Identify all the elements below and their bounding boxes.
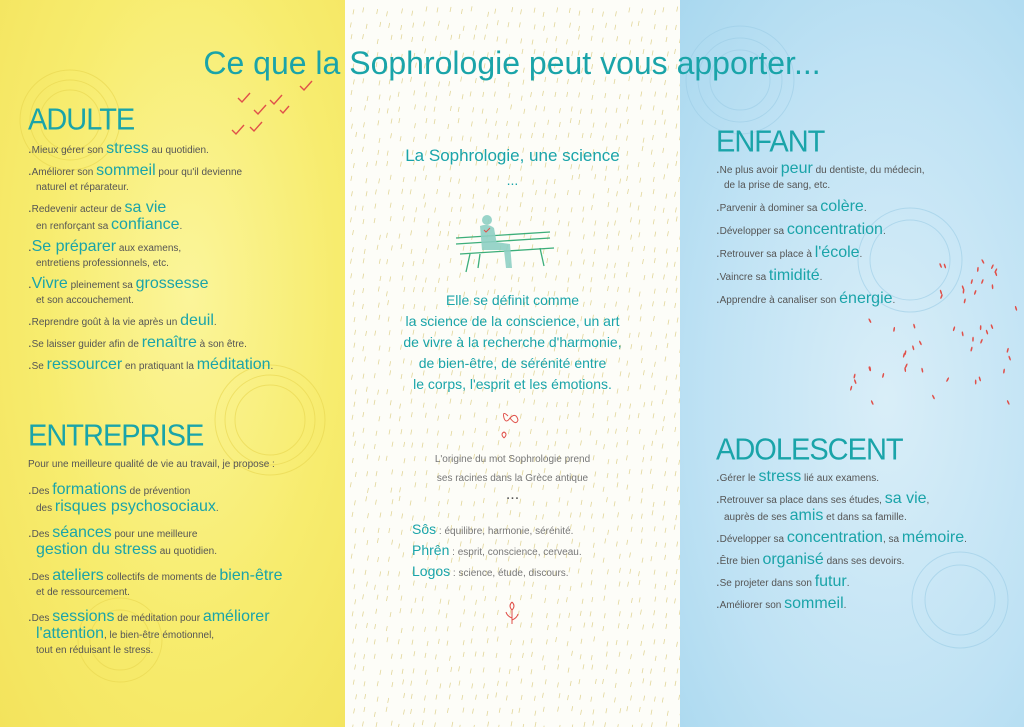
item-text: Mieux gérer son: [31, 145, 107, 156]
item-keyword: confiance: [111, 216, 180, 233]
list-item: [716, 245, 1016, 262]
list-item: [28, 313, 338, 330]
teen-list: [716, 469, 1021, 613]
item-text: et dans sa famille.: [823, 512, 907, 523]
item-text: .: [859, 249, 863, 260]
bullet-dot: .: [28, 141, 32, 156]
item-second-line: [28, 585, 343, 600]
enterprise-intro: Pour une meilleure qualité de vie au travail, je propose :: [28, 459, 275, 470]
glossary-word: Phrên: [412, 542, 450, 558]
item-keyword: ressourcer: [46, 356, 123, 373]
item-text: .: [213, 317, 217, 328]
teen-section: [716, 434, 1021, 618]
bullet-dot: .: [716, 199, 720, 214]
item-text: Reprendre goût à la vie après un: [31, 317, 181, 328]
item-text: Être bien: [719, 556, 763, 567]
bullet-dot: .: [28, 239, 32, 254]
item-keyword: colère: [820, 198, 864, 215]
glossary-word: Logos: [412, 563, 451, 579]
item-text: de méditation pour: [114, 613, 203, 624]
item-text: .: [892, 295, 896, 306]
glossary-definition: : équilibre, harmonie, sérénité.: [436, 526, 574, 537]
item-text: pour une meilleure: [111, 529, 198, 540]
item-text: , le bien-être émotionnel,: [104, 630, 215, 641]
list-item: [716, 491, 1021, 525]
item-text: tout en réduisant le stress.: [36, 645, 154, 656]
item-text: Redevenir acteur de: [31, 204, 125, 215]
list-item: [28, 482, 343, 516]
bullet-dot: .: [28, 313, 32, 328]
bullet-dot: .: [716, 574, 720, 589]
item-text: et son accouchement.: [36, 295, 134, 306]
definition-line: la science de la conscience, un art: [405, 313, 620, 329]
item-second-line: [28, 626, 343, 643]
child-section: [716, 126, 1016, 314]
definition-line: de bien-être, de sérénité entre: [418, 355, 607, 371]
item-text: Vaincre sa: [719, 272, 769, 283]
list-item: [28, 276, 338, 308]
origin-line: L'origine du mot Sophrologie prend: [434, 454, 591, 465]
item-text: Améliorer son: [719, 600, 785, 611]
item-text: au quotidien.: [156, 546, 218, 557]
bullet-dot: .: [716, 161, 720, 176]
list-item: [716, 596, 1021, 613]
list-item: [716, 469, 1021, 486]
item-text: lié aux examens.: [801, 473, 880, 484]
list-item: [28, 525, 343, 559]
bullet-dot: .: [716, 245, 720, 260]
item-text: Des: [31, 529, 53, 540]
item-keyword: stress: [106, 140, 149, 157]
bullet-dot: .: [28, 357, 32, 372]
item-text: Des: [31, 486, 53, 497]
item-text: du dentiste, du médecin,: [812, 165, 925, 176]
list-item: [716, 574, 1021, 591]
item-keyword: deuil: [180, 312, 214, 329]
ellipsis-2: ...: [505, 486, 520, 503]
item-text: entretiens professionnels, etc.: [36, 258, 169, 269]
item-text: Retrouver sa place dans ses études,: [719, 495, 885, 506]
item-text: naturel et réparateur.: [36, 182, 129, 193]
item-keyword: sommeil: [784, 595, 844, 612]
definition-line: Elle se définit comme: [445, 292, 580, 308]
glossary-definition: : science, étude, discours.: [450, 568, 569, 579]
item-keyword: énergie: [839, 290, 893, 307]
enterprise-heading: ENTREPRISE: [28, 419, 204, 453]
item-keyword: sa vie: [124, 199, 167, 216]
bullet-dot: .: [716, 491, 720, 506]
item-second-line: [28, 542, 343, 559]
item-text: Des: [31, 613, 53, 624]
bow-icon: [498, 408, 528, 448]
teen-heading: ADOLESCENT: [716, 433, 903, 467]
bullet-dot: .: [28, 276, 32, 291]
item-keyword: organisé: [762, 551, 824, 568]
glossary-word: Sôs: [412, 521, 437, 537]
item-text: .: [863, 203, 867, 214]
item-keyword: renaître: [141, 334, 197, 351]
item-text: à son être.: [196, 339, 247, 350]
bullet-dot: .: [716, 268, 720, 283]
list-item: [28, 357, 338, 374]
item-keyword: améliorer: [202, 608, 270, 625]
page-title: Ce que la Sophrologie peut vous apporter...: [203, 45, 821, 81]
list-item: [716, 199, 1016, 216]
glossary-entry: [412, 520, 672, 541]
adult-section: [28, 104, 338, 379]
item-keyword: ateliers: [52, 567, 104, 584]
item-second-line: [716, 178, 1016, 193]
item-text: Développer sa: [719, 534, 787, 545]
item-text: Développer sa: [719, 226, 787, 237]
item-text: ,: [926, 495, 930, 506]
item-text: auprès de ses: [724, 512, 790, 523]
item-keyword: concentration: [786, 529, 883, 546]
glossary-entry: [412, 562, 672, 583]
item-text: Améliorer son: [31, 167, 97, 178]
greek-glossary: [412, 520, 672, 583]
bullet-dot: .: [716, 596, 720, 611]
item-text: Gérer le: [719, 473, 759, 484]
item-text: .: [819, 272, 823, 283]
list-item: [716, 530, 1021, 547]
item-text: dans ses devoirs.: [823, 556, 905, 567]
definition-paragraph: [345, 290, 680, 395]
item-keyword: sommeil: [96, 162, 156, 179]
item-text: .: [215, 503, 219, 514]
item-keyword: concentration: [786, 221, 883, 238]
item-keyword: bien-être: [219, 567, 283, 584]
list-item: [28, 141, 338, 158]
item-keyword: gestion du stress: [36, 541, 157, 558]
item-keyword: séances: [52, 524, 112, 541]
item-text: Apprendre à canaliser son: [719, 295, 840, 306]
list-item: [716, 552, 1021, 569]
item-text: .: [843, 600, 847, 611]
adult-heading: ADULTE: [28, 103, 135, 137]
item-second-line: [28, 499, 343, 516]
item-second-line: [28, 217, 338, 234]
item-keyword: l'attention: [36, 625, 104, 642]
item-text: Ne plus avoir: [719, 165, 781, 176]
science-title: La Sophrologie, une science: [405, 146, 620, 165]
list-item: [28, 239, 338, 271]
item-keyword: l'école: [814, 244, 860, 261]
list-item: [28, 200, 338, 234]
bullet-dot: .: [716, 222, 720, 237]
enterprise-section: [28, 420, 343, 667]
ellipsis-1: ...: [506, 172, 519, 188]
item-text: .: [882, 226, 886, 237]
child-heading: ENFANT: [716, 125, 825, 159]
item-keyword: méditation: [196, 356, 271, 373]
item-text: de la prise de sang, etc.: [724, 180, 831, 191]
item-keyword: grossesse: [135, 275, 209, 292]
item-text: Se laisser guider afin de: [31, 339, 142, 350]
bullet-dot: .: [716, 469, 720, 484]
item-keyword: futur: [814, 573, 847, 590]
item-text: aux examens,: [116, 243, 182, 254]
glossary-entry: [412, 541, 672, 562]
list-item: [28, 335, 338, 352]
item-keyword: timidité: [768, 267, 820, 284]
item-text: .: [964, 534, 967, 545]
item-keyword: sessions: [52, 608, 115, 625]
definition-line: le corps, l'esprit et les émotions.: [413, 376, 612, 392]
item-keyword: formations: [52, 481, 127, 498]
bullet-dot: .: [28, 609, 32, 624]
item-text: .: [179, 221, 183, 232]
item-keyword: mémoire: [901, 529, 965, 546]
item-text: des: [36, 503, 55, 514]
adult-list: [28, 141, 338, 374]
origin-text: [345, 450, 680, 488]
bullet-dot: .: [28, 482, 32, 497]
glossary-definition: : esprit, conscience, cerveau.: [449, 547, 582, 558]
item-text: et de ressourcement.: [36, 587, 130, 598]
enterprise-list: [28, 482, 343, 658]
list-item: [716, 222, 1016, 239]
item-text: en renforçant sa: [36, 221, 112, 232]
item-text: au quotidien.: [148, 145, 209, 156]
bullet-dot: .: [28, 525, 32, 540]
tulip-icon: [500, 598, 524, 628]
list-item: [716, 161, 1016, 193]
item-keyword: Se préparer: [31, 238, 117, 255]
definition-line: de vivre à la recherche d'harmonie,: [403, 334, 622, 350]
item-keyword: peur: [780, 160, 813, 177]
item-text: Se: [31, 361, 47, 372]
item-second-line: [28, 293, 338, 308]
item-keyword: amis: [789, 507, 824, 524]
list-item: [28, 609, 343, 658]
item-second-line: [28, 256, 338, 271]
list-item: [716, 291, 1016, 308]
item-text: .: [846, 578, 850, 589]
item-text: en pratiquant la: [122, 361, 197, 372]
item-text: pleinement sa: [67, 280, 136, 291]
item-second-line: [28, 180, 338, 195]
list-item: [28, 568, 343, 600]
item-text: , sa: [882, 534, 902, 545]
meditation-bench-illustration: [450, 208, 560, 278]
child-list: [716, 161, 1016, 308]
bullet-dot: .: [716, 291, 720, 306]
item-text: Se projeter dans son: [719, 578, 815, 589]
bullet-dot: .: [28, 568, 32, 583]
bullet-dot: .: [716, 552, 720, 567]
list-item: [716, 268, 1016, 285]
item-text: pour qu'il devienne: [155, 167, 243, 178]
item-second-line: [716, 508, 1021, 525]
bullet-dot: .: [28, 163, 32, 178]
bullet-dot: .: [28, 335, 32, 350]
item-keyword: stress: [758, 468, 802, 485]
item-text: .: [270, 361, 274, 372]
item-keyword: risques psychosociaux: [54, 498, 216, 515]
bullet-dot: .: [28, 200, 32, 215]
item-third-line: [28, 643, 343, 658]
item-text: Parvenir à dominer sa: [719, 203, 821, 214]
item-text: de prévention: [126, 486, 191, 497]
bullet-dot: .: [716, 530, 720, 545]
item-keyword: Vivre: [31, 275, 68, 292]
item-text: Retrouver sa place à: [719, 249, 815, 260]
origin-line: ses racines dans la Grèce antique: [436, 473, 589, 484]
item-keyword: sa vie: [884, 490, 927, 507]
list-item: [28, 163, 338, 195]
item-text: collectifs de moments de: [103, 572, 220, 583]
item-text: Des: [31, 572, 53, 583]
